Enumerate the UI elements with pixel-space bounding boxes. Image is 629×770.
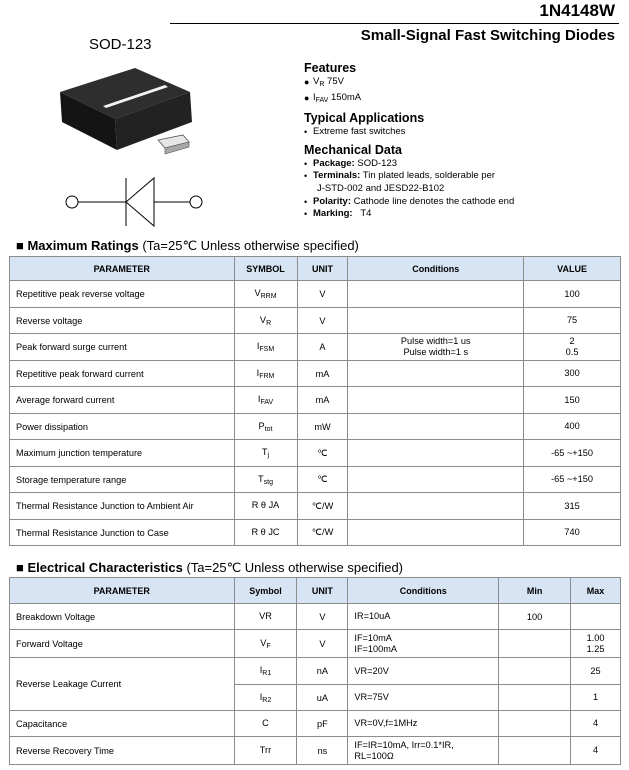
part-number: 1N4148W (539, 1, 615, 20)
header-unit: UNIT (297, 578, 348, 604)
conditions-cell (348, 281, 524, 308)
parameter-cell: Forward Voltage (10, 630, 235, 658)
unit-cell: V (297, 308, 348, 334)
electrical-heading: ■ Electrical Characteristics (Ta=25℃ Unless otherwise specified) (16, 560, 404, 575)
value-cell-line: -65 ~+150 (551, 447, 594, 458)
unit-cell: ℃/W (297, 520, 348, 546)
symbol-subscript: FSM (259, 346, 275, 353)
max-cell-line: 1 (592, 692, 599, 702)
conditions-cell-line: IF=100mA (354, 643, 398, 654)
value-cell (524, 493, 621, 520)
conditions-cell (348, 520, 524, 546)
table-row (10, 414, 621, 440)
symbol-text: V (260, 637, 267, 648)
unit-cell: A (297, 334, 348, 361)
header-max: Max (571, 578, 621, 604)
conditions-cell-line: IF=10mA (354, 632, 392, 643)
unit-cell: ℃ (297, 440, 348, 467)
symbol-subscript: R2 (262, 696, 272, 704)
symbol-text: C (262, 717, 269, 728)
symbol-cell (234, 334, 297, 361)
value-cell-line: 315 (564, 500, 580, 511)
value-cell-line: 400 (564, 421, 580, 431)
table-row (10, 604, 621, 630)
symbol-text: V (259, 314, 267, 325)
conditions-cell-line: VR=20V (354, 665, 389, 676)
table-row (10, 737, 621, 765)
table-row (10, 711, 621, 737)
parameter-cell: Reverse Recovery Time (10, 737, 235, 765)
parameter-cell: Thermal Resistance Junction to Case (10, 520, 235, 546)
symbol-subscript: R (266, 319, 272, 327)
table-row (10, 387, 621, 414)
table-row (10, 520, 621, 546)
unit-cell: mA (297, 361, 348, 387)
conditions-cell (348, 334, 524, 361)
mechanical-item-marking: • Marking: T4 (304, 208, 372, 220)
conditions-cell (348, 308, 524, 334)
symbol-cell (234, 737, 297, 765)
feature-item-vr: ● $V_R$ 75V (304, 76, 344, 88)
features-heading: Features (304, 61, 357, 75)
conditions-cell (348, 737, 499, 765)
symbol-text: Trr (259, 744, 272, 755)
value-cell (524, 281, 621, 308)
header-rule (170, 23, 619, 24)
symbol-subscript: tot (264, 425, 273, 433)
max-ratings-table (9, 256, 621, 546)
parameter-cell: Maximum junction temperature (10, 440, 235, 467)
feature-item-ifav: ● $I_{FAV}$ 150mA (304, 91, 362, 104)
symbol-cell (234, 281, 297, 308)
symbol-cell (234, 685, 297, 711)
symbol-subscript: F (266, 642, 271, 650)
min-cell: 100 (499, 604, 571, 630)
min-cell (499, 737, 571, 765)
max-ratings-heading: ■ Maximum Ratings (Ta=25℃ Unless otherwise specified) (16, 238, 359, 253)
conditions-cell (348, 493, 524, 520)
max-cell (571, 711, 621, 737)
unit-cell: mW (297, 414, 348, 440)
table-row (10, 281, 621, 308)
table-row (10, 334, 621, 361)
table-row (10, 658, 621, 685)
max-cell (571, 658, 621, 685)
features-list (304, 76, 514, 107)
max-cell (571, 685, 621, 711)
symbol-cell (234, 493, 297, 520)
symbol-subscript: FRM (259, 372, 275, 380)
applications-list (304, 126, 514, 139)
conditions-cell (348, 387, 524, 414)
conditions-cell (348, 440, 524, 467)
parameter-cell: Reverse voltage (10, 308, 235, 334)
max-ratings-header-row (10, 257, 621, 281)
applications-heading: Typical Applications (304, 111, 425, 126)
conditions-cell-line: Pulse width=1 s (403, 347, 469, 357)
value-cell (524, 387, 621, 414)
value-cell (524, 520, 621, 546)
symbol-text: I (259, 665, 263, 675)
parameter-cell: Power dissipation (10, 414, 235, 440)
symbol-text: P (258, 420, 265, 431)
parameter-cell: Average forward current (10, 387, 235, 414)
value-cell-line: 0.5 (565, 347, 579, 357)
symbol-text: VR (259, 610, 272, 621)
value-cell-line: 100 (564, 288, 580, 299)
parameter-cell: Capacitance (10, 711, 235, 737)
max-cell (571, 737, 621, 765)
parameter-cell: Breakdown Voltage (10, 604, 235, 630)
mechanical-list (304, 158, 514, 221)
symbol-text: I (256, 367, 260, 378)
value-cell (524, 414, 621, 440)
value-cell-line: 740 (564, 527, 580, 537)
max-cell-line: 4 (592, 745, 599, 755)
electrical-table (9, 577, 621, 765)
header-conditions: Conditions (348, 578, 499, 604)
mechanical-item-package: • Package: SOD-123 (304, 157, 397, 169)
symbol-cell (234, 361, 297, 387)
symbol-text: I (259, 691, 263, 702)
parameter-cell: Reverse Leakage Current (10, 658, 235, 711)
table-row (10, 630, 621, 658)
conditions-cell (348, 604, 499, 630)
unit-cell: ℃/W (297, 493, 348, 520)
package-label: SOD-123 (89, 36, 152, 53)
max-cell-line: 1.00 (586, 632, 605, 643)
value-cell (524, 308, 621, 334)
symbol-cell (234, 630, 297, 658)
symbol-cell (234, 711, 297, 737)
unit-cell: V (297, 604, 348, 630)
header-unit: UNIT (297, 257, 348, 281)
conditions-cell (348, 414, 524, 440)
table-row (10, 440, 621, 467)
value-cell-line: 300 (564, 368, 580, 378)
table-row (10, 361, 621, 387)
symbol-subscript: R1 (262, 670, 272, 677)
conditions-cell-line: VR=0V,f=1MHz (354, 718, 418, 728)
symbol-cell (234, 308, 297, 334)
symbol-text: I (257, 394, 261, 404)
mechanical-item-terminals-cont: J-STD-002 and JESD22-B102 (317, 182, 445, 194)
value-cell (524, 440, 621, 467)
symbol-text: R θ JA (251, 500, 280, 510)
min-cell (499, 630, 571, 658)
header-parameter: PARAMETER (10, 578, 235, 604)
max-cell (571, 630, 621, 658)
unit-cell: ns (297, 737, 348, 765)
value-cell (524, 334, 621, 361)
table-row (10, 467, 621, 493)
max-cell-line: 25 (590, 665, 601, 676)
parameter-cell: Repetitive peak reverse voltage (10, 281, 235, 308)
conditions-cell-line: IR=10uA (354, 611, 391, 621)
table-row (10, 493, 621, 520)
conditions-cell-line: VR=75V (354, 692, 389, 702)
value-cell-line: -65 ~+150 (551, 474, 594, 484)
conditions-cell (348, 630, 499, 658)
min-cell (499, 711, 571, 737)
mechanical-item-terminals: • Terminals: Tin plated leads, solderable per (304, 170, 496, 182)
value-cell (524, 467, 621, 493)
parameter-cell: Repetitive peak forward current (10, 361, 235, 387)
symbol-text: T (258, 473, 264, 484)
header-min: Min (499, 578, 571, 604)
max-ratings-body (10, 281, 621, 546)
mechanical-heading: Mechanical Data (304, 142, 402, 157)
electrical-body (10, 604, 621, 765)
header-symbol: SYMBOL (234, 257, 297, 281)
sod123-package-image (55, 62, 205, 167)
symbol-cell (234, 467, 297, 493)
parameter-cell: Storage temperature range (10, 467, 235, 493)
unit-cell: nA (297, 658, 348, 685)
unit-cell: V (297, 630, 348, 658)
application-item: • Extreme fast switches (304, 126, 406, 138)
symbol-subscript: FAV (260, 399, 274, 406)
symbol-cell (234, 414, 297, 440)
unit-cell: pF (297, 711, 348, 737)
conditions-cell-line: RL=100Ω (354, 750, 394, 761)
max-cell-line: 1.25 (586, 643, 605, 654)
symbol-cell (234, 604, 297, 630)
max-cell-line: 4 (592, 718, 599, 728)
conditions-cell (348, 658, 499, 685)
conditions-cell (348, 685, 499, 711)
min-cell (499, 685, 571, 711)
parameter-cell: Thermal Resistance Junction to Ambient Air (10, 493, 235, 520)
symbol-cell (234, 440, 297, 467)
unit-cell: ℃ (297, 467, 348, 493)
value-cell-line: 75 (566, 315, 578, 325)
min-cell (499, 658, 571, 685)
symbol-cell (234, 387, 297, 414)
max-cell (571, 604, 621, 630)
document-subtitle: Small-Signal Fast Switching Diodes (360, 27, 615, 44)
header-symbol: Symbol (234, 578, 297, 604)
symbol-cell (234, 658, 297, 685)
table-row (10, 308, 621, 334)
value-cell-line: 150 (564, 394, 580, 405)
electrical-header-row (10, 578, 621, 604)
value-cell (524, 361, 621, 387)
mechanical-item-polarity: • Polarity: Cathode line denotes the cathode end (304, 195, 515, 207)
info-panel (304, 61, 514, 225)
symbol-text: I (256, 341, 260, 351)
unit-cell: mA (297, 387, 348, 414)
unit-cell: uA (297, 685, 348, 711)
conditions-cell-line: Pulse width=1 us (400, 336, 471, 346)
unit-cell: V (297, 281, 348, 308)
symbol-subscript: j (267, 452, 270, 459)
conditions-cell (348, 467, 524, 493)
symbol-text: R θ JC (251, 526, 280, 537)
header-value: VALUE (524, 257, 621, 281)
parameter-cell: Peak forward surge current (10, 334, 235, 361)
header-parameter: PARAMETER (10, 257, 235, 281)
symbol-cell (234, 520, 297, 546)
conditions-cell (348, 711, 499, 737)
header-conditions: Conditions (348, 257, 524, 281)
conditions-cell (348, 361, 524, 387)
diode-symbol (64, 174, 210, 232)
symbol-subscript: stg (263, 478, 273, 486)
symbol-text: V (254, 288, 261, 298)
symbol-subscript: RRM (260, 293, 277, 300)
value-cell-line: 2 (569, 336, 575, 346)
conditions-cell-line: IF=IR=10mA, Irr=0.1*IR, (354, 739, 454, 750)
symbol-text: T (261, 447, 268, 457)
